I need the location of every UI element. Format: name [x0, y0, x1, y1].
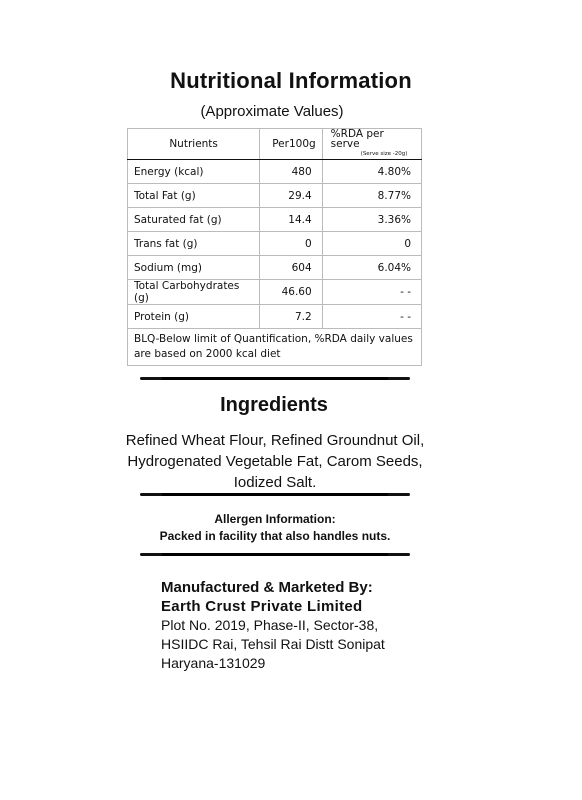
- nutrient-rda: 0: [322, 232, 421, 256]
- table-row: [128, 280, 422, 305]
- header-nutrients: Nutrients: [128, 129, 260, 160]
- allergen-heading: Allergen Information:: [214, 512, 336, 526]
- nutrient-per100g: 46.60: [260, 280, 322, 305]
- header-rda-label: %RDA per serve: [330, 128, 384, 150]
- address-line: HSIIDC Rai, Tehsil Rai Distt Sonipat: [161, 636, 385, 652]
- divider: [140, 553, 410, 556]
- nutrient-name: Total Carbohydrates (g): [128, 280, 260, 305]
- nutrient-name: Trans fat (g): [128, 232, 260, 256]
- nutrient-per100g: 29.4: [260, 184, 322, 208]
- table-row: [128, 305, 422, 329]
- manufacturer-block: [161, 578, 461, 673]
- nutrient-rda: 8.77%: [322, 184, 421, 208]
- table-row: [128, 160, 422, 184]
- nutrient-name: Total Fat (g): [128, 184, 260, 208]
- company-name: Earth Crust Private Limited: [161, 598, 363, 615]
- address-line: Plot No. 2019, Phase-II, Sector-38,: [161, 617, 379, 633]
- nutrient-name: Saturated fat (g): [128, 208, 260, 232]
- table-footnote-row: [128, 329, 422, 366]
- address-line: Haryana-131029: [161, 655, 266, 671]
- nutrient-per100g: 0: [260, 232, 322, 256]
- nutrient-per100g: 14.4: [260, 208, 322, 232]
- header-rda: [322, 129, 421, 160]
- divider: [140, 493, 410, 496]
- nutrient-rda: 4.80%: [322, 160, 421, 184]
- table-row: [128, 184, 422, 208]
- ingredients-text: Refined Wheat Flour, Refined Groundnut Oil, Hydrogenated Vegetable Fat, Carom Seeds, Iodized Salt.: [125, 432, 425, 491]
- manufacturer-heading: Manufactured & Marketed By:: [161, 579, 373, 596]
- nutrient-per100g: 7.2: [260, 305, 322, 329]
- nutrient-name: Sodium (mg): [128, 256, 260, 280]
- nutrient-name: Energy (kcal): [128, 160, 260, 184]
- table-row: [128, 256, 422, 280]
- allergen-text: Packed in facility that also handles nuts.: [159, 529, 391, 543]
- allergen-block: [100, 511, 450, 545]
- table-row: [128, 232, 422, 256]
- nutrient-per100g: 480: [260, 160, 322, 184]
- divider: [140, 377, 410, 380]
- nutrient-rda: - -: [322, 305, 421, 329]
- header-serve-size: (Serve size -20g): [360, 151, 408, 157]
- nutrition-subtitle: (Approximate Values): [200, 103, 344, 120]
- nutrient-name: Protein (g): [128, 305, 260, 329]
- nutrition-table-header: [128, 129, 422, 160]
- header-per100g: Per100g: [260, 129, 322, 160]
- nutrient-rda: 6.04%: [322, 256, 421, 280]
- nutrient-per100g: 604: [260, 256, 322, 280]
- ingredients-title: Ingredients: [220, 394, 328, 416]
- nutrient-rda: - -: [322, 280, 421, 305]
- nutrient-rda: 3.36%: [322, 208, 421, 232]
- nutrition-title: Nutritional Information: [170, 68, 412, 93]
- table-footnote: BLQ-Below limit of Quantification, %RDA daily values are based on 2000 kcal diet: [128, 329, 422, 366]
- nutrition-table: [127, 128, 422, 366]
- table-row: [128, 208, 422, 232]
